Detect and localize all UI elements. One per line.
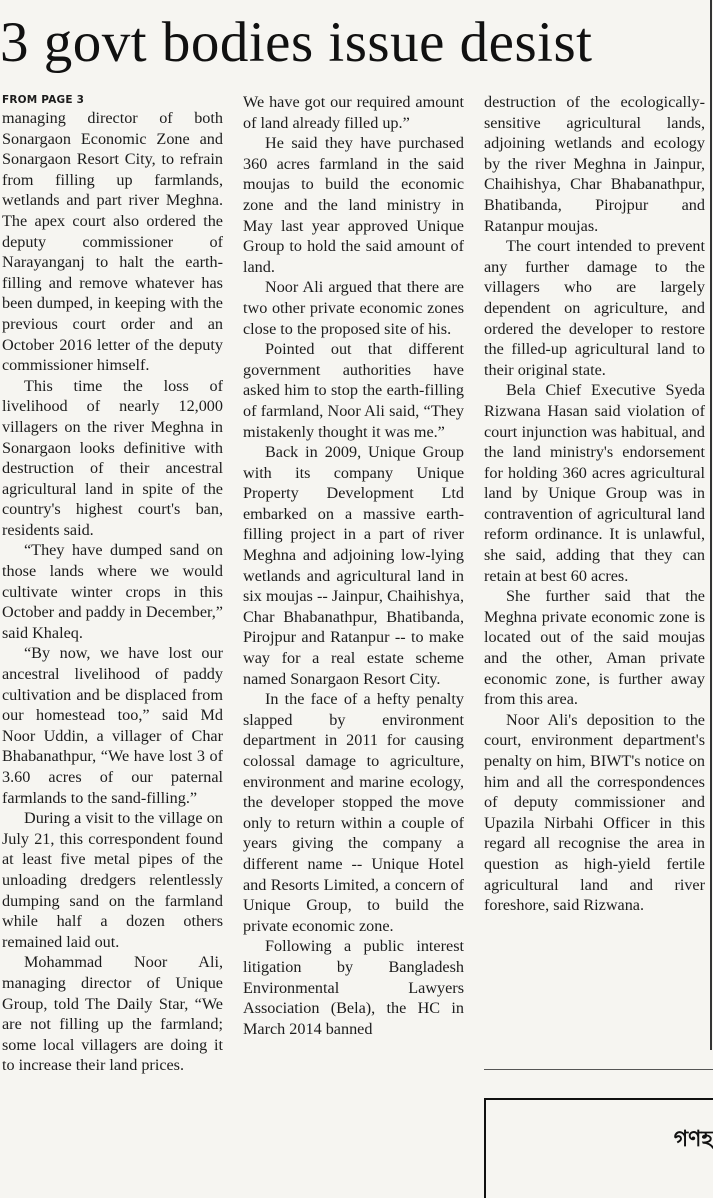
paragraph: During a visit to the village on July 21, this correspondent found at least five metal pipes of the unloading dredgers relentlessly dumping sand on the farmland while half a dozen others remained laid out. [2,809,223,951]
paragraph: He said they have purchased 360 acres farmland in the said moujas to build the economic zone and the land ministry in May last year approved Unique Group to hold the said amount of land. [243,134,464,276]
paragraph: Mohammad Noor Ali, managing director of Unique Group, told The Daily Star, “We are not filling up the farmland; some local villagers are doing it to increase their land prices. [2,953,223,1075]
paragraph: Noor Ali's deposition to the court, environment department's penalty on him, BIWT's notice on him and all the correspondences of deputy commissioner and Upazila Nirbahi Officer in this regard all recognise the area in question as high-yield fertile agricultural land and river foreshore, said Rizwana. [484,710,705,915]
article-column-1 [2,92,223,1192]
paragraph: destruction of the ecologically-sensitive agricultural lands, adjoining wetlands and ecology by the river Meghna in Jainpur, Chaihishya, Char Bhabanathpur, Bhatibanda, Pirojpur and Ratanpur moujas. [484,93,705,235]
paragraph: Pointed out that different government authorities have asked him to stop the earth-filling of farmland, Noor Ali said, “They mistakenly thought it was me.” [243,340,464,441]
paragraph: Bela Chief Executive Syeda Rizwana Hasan said violation of court injunction was habitual, and the land ministry's endorsement for holding 360 acres agricultural land by Unique Group was in contravention of agricultural land reform ordinance. It is unlawful, she said, adding that they can retain at best 60 acres. [484,381,705,585]
paragraph: “They have dumped sand on those lands where we would cultivate winter crops in this October and paddy in December,” said Khaleq. [2,541,223,642]
paragraph: We have got our required amount of land already filled up.” [243,93,464,132]
paragraph: She further said that the Meghna private economic zone is located out of the said moujas and the other, Aman private economic zone, is further away from this area. [484,587,705,709]
paragraph: FROM PAGE 3 managing director of both Sonargaon Economic Zone and Sonargaon Resort City, to refrain from filling up farmlands, wetlands and part river Meghna. The apex court also ordered the deputy commissioner of Narayanganj to halt the earth-filling and remove whatever has been dumped, in keeping with the previous court order and an October 2016 letter of the deputy commissioner himself. [2,94,223,375]
headline: 3 govt bodies issue desist [0,11,593,74]
next-article-label: গণহ [673,1127,713,1152]
kicker: FROM PAGE 3 [2,94,85,106]
article-column-3 [484,92,705,1052]
section-divider [484,1069,713,1070]
article-column-2 [243,92,464,1192]
paragraph: Following a public interest litigation by Bangladesh Environmental Lawyers Association (Bela), the HC in March 2014 banned [243,937,464,1038]
paragraph: “By now, we have lost our ancestral livelihood of paddy cultivation and be displaced from our homestead too,” said Md Noor Uddin, a villager of Char Bhabanathpur, “We have lost 3 of 3.60 acres of our paternal farmlands to the sand-filling.” [2,644,223,807]
next-article-box [484,1098,713,1198]
column-divider [710,0,712,1050]
paragraph: Back in 2009, Unique Group with its company Unique Property Development Ltd embarked on a massive earth-filling project in a part of river Meghna and adjoining low-lying wetlands and agricultural land in six moujas -- Jainpur, Chaihishya, Char Bhabanathpur, Bhatibanda, Pirojpur and Ratanpur -- to make way for a real estate scheme named Sonargaon Resort City. [243,443,464,688]
paragraph: Noor Ali argued that there are two other private economic zones close to the proposed site of his. [243,278,464,338]
paragraph: The court intended to prevent any further damage to the villagers who are largely dependent on agriculture, and ordered the developer to restore the filled-up agricultural land to their original state. [484,237,705,379]
paragraph: In the face of a hefty penalty slapped by environment department in 2011 for causing colossal damage to agriculture, environment and marine ecology, the developer stopped the move only to return within a couple of years giving the company a different name -- Unique Hotel and Resorts Limited, a concern of Unique Group, to build the private economic zone. [243,690,464,935]
paragraph: This time the loss of livelihood of nearly 12,000 villagers on the river Meghna in Sonargaon looks definitive with destruction of their ancestral agricultural land in spite of the country's highest court's ban, residents said. [2,376,223,539]
